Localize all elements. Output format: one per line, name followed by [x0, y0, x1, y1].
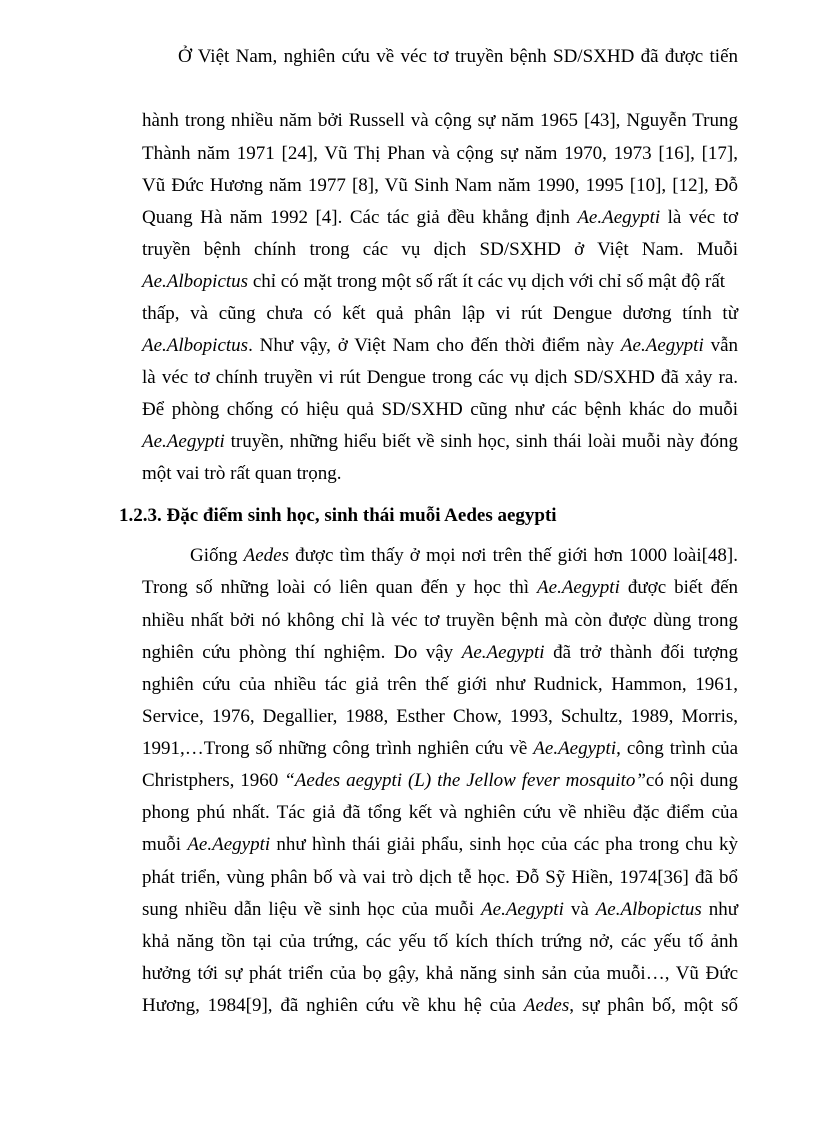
text-line: phát triển, vùng phân bố và vai trò dịch tễ học. Đỗ Sỹ Hiền, 1974[36] đã bổ — [142, 867, 738, 888]
text-line: 1991,…Trong số những công trình nghiên cứu về Ae.Aegypti, công trình của — [142, 738, 738, 759]
species-name: Ae.Aegypti — [461, 642, 545, 663]
text-line: Ae.Albopictus. Như vậy, ở Việt Nam cho đến thời điểm này Ae.Aegypti vẫn — [142, 335, 739, 356]
text-line: muỗi Ae.Aegypti như hình thái giải phẩu, sinh học của các pha trong chu kỳ — [142, 834, 739, 855]
text-line: Để phòng chống có hiệu quả SD/SXHD cũng như các bệnh khác do muỗi — [142, 399, 738, 420]
text-line: Ae.Albopictus chỉ có mặt trong một số rất ít các vụ dịch với chỉ số mật độ rất — [142, 271, 726, 292]
text-line: Ae.Aegypti truyền, những hiểu biết về sinh học, sinh thái loài muỗi này đóng — [142, 431, 738, 452]
text-line: là véc tơ chính truyền vi rút Dengue trong các vụ dịch SD/SXHD đã xảy ra. — [142, 367, 738, 388]
text-line: Service, 1976, Degallier, 1988, Esther Chow, 1993, Schultz, 1989, Morris, — [142, 706, 738, 727]
genus-name: Aedes — [243, 545, 289, 566]
text-line: Thành năm 1971 [24], Vũ Thị Phan và cộng sự năm 1970, 1973 [16], [17], — [142, 143, 738, 164]
species-name: Ae.Aegypti — [620, 335, 704, 356]
text-line: phong phú nhất. Tác giả đã tổng kết và nghiên cứu về nhiều đặc điểm của — [142, 802, 738, 823]
text-line: hành trong nhiều năm bởi Russell và cộng sự năm 1965 [43], Nguyễn Trung — [142, 110, 738, 131]
species-name: Ae.Albopictus — [142, 335, 249, 356]
text-line: Vũ Đức Hương năm 1977 [8], Vũ Sinh Nam năm 1990, 1995 [10], [12], Đỗ — [142, 175, 738, 196]
text-line: truyền bệnh chính trong các vụ dịch SD/SXHD ở Việt Nam. Muỗi — [142, 239, 738, 260]
text-line: nhiều nhất bởi nó không chỉ là véc tơ truyền bệnh mà còn được dùng trong — [142, 610, 738, 631]
text-line: một vai trò rất quan trọng. — [142, 463, 342, 484]
text-line: Giống Aedes được tìm thấy ở mọi nơi trên thế giới hơn 1000 loài[48]. — [190, 545, 739, 566]
text-line: Trong số những loài có liên quan đến y học thì Ae.Aegypti được biết đến — [142, 577, 739, 598]
text-line: khả năng tồn tại của trứng, các yếu tố kích thích trứng nở, các yếu tố ảnh — [142, 931, 738, 952]
text-line: Christphers, 1960 “Aedes aegypti (L) the Jellow fever mosquito”có nội dung — [142, 770, 738, 791]
book-title: “Aedes aegypti (L) the Jellow fever mosquito” — [284, 770, 646, 791]
species-name: Ae.Albopictus — [595, 899, 702, 920]
species-name: Ae.Aegypti — [577, 207, 661, 228]
text-line: thấp, và cũng chưa có kết quả phân lập vi rút Dengue dương tính từ — [142, 303, 738, 324]
text-line: nghiên cứu phòng thí nghiệm. Do vậy Ae.Aegypti đã trở thành đối tượng — [142, 642, 738, 663]
text-line: sung nhiều dẫn liệu về sinh học của muỗi Ae.Aegypti và Ae.Albopictus như — [142, 899, 739, 920]
species-name: Ae.Aegypti — [142, 431, 225, 452]
species-name: Ae.Aegypti — [533, 738, 617, 759]
species-name: Ae.Aegypti — [537, 577, 620, 598]
text-line: Ở Việt Nam, nghiên cứu về véc tơ truyền bệnh SD/SXHD đã được tiến — [178, 46, 738, 67]
text-line: Quang Hà năm 1992 [4]. Các tác giả đều khẳng định Ae.Aegypti là véc tơ — [142, 207, 739, 228]
text-line: Hương, 1984[9], đã nghiên cứu về khu hệ của Aedes, sự phân bố, một số — [142, 995, 739, 1016]
species-name: Ae.Albopictus — [142, 271, 249, 292]
text-line: nghiên cứu của nhiều tác giả trên thế giới như Rudnick, Hammon, 1961, — [142, 674, 738, 695]
species-name: Ae.Aegypti — [187, 834, 271, 855]
genus-name: Aedes — [523, 995, 570, 1016]
species-name: Ae.Aegypti — [481, 899, 564, 920]
section-heading: 1.2.3. Đặc điểm sinh học, sinh thái muỗi Aedes aegypti — [119, 505, 557, 526]
text-line: hưởng tới sự phát triển của bọ gậy, khả năng sinh sản của muỗi…, Vũ Đức — [142, 963, 738, 984]
